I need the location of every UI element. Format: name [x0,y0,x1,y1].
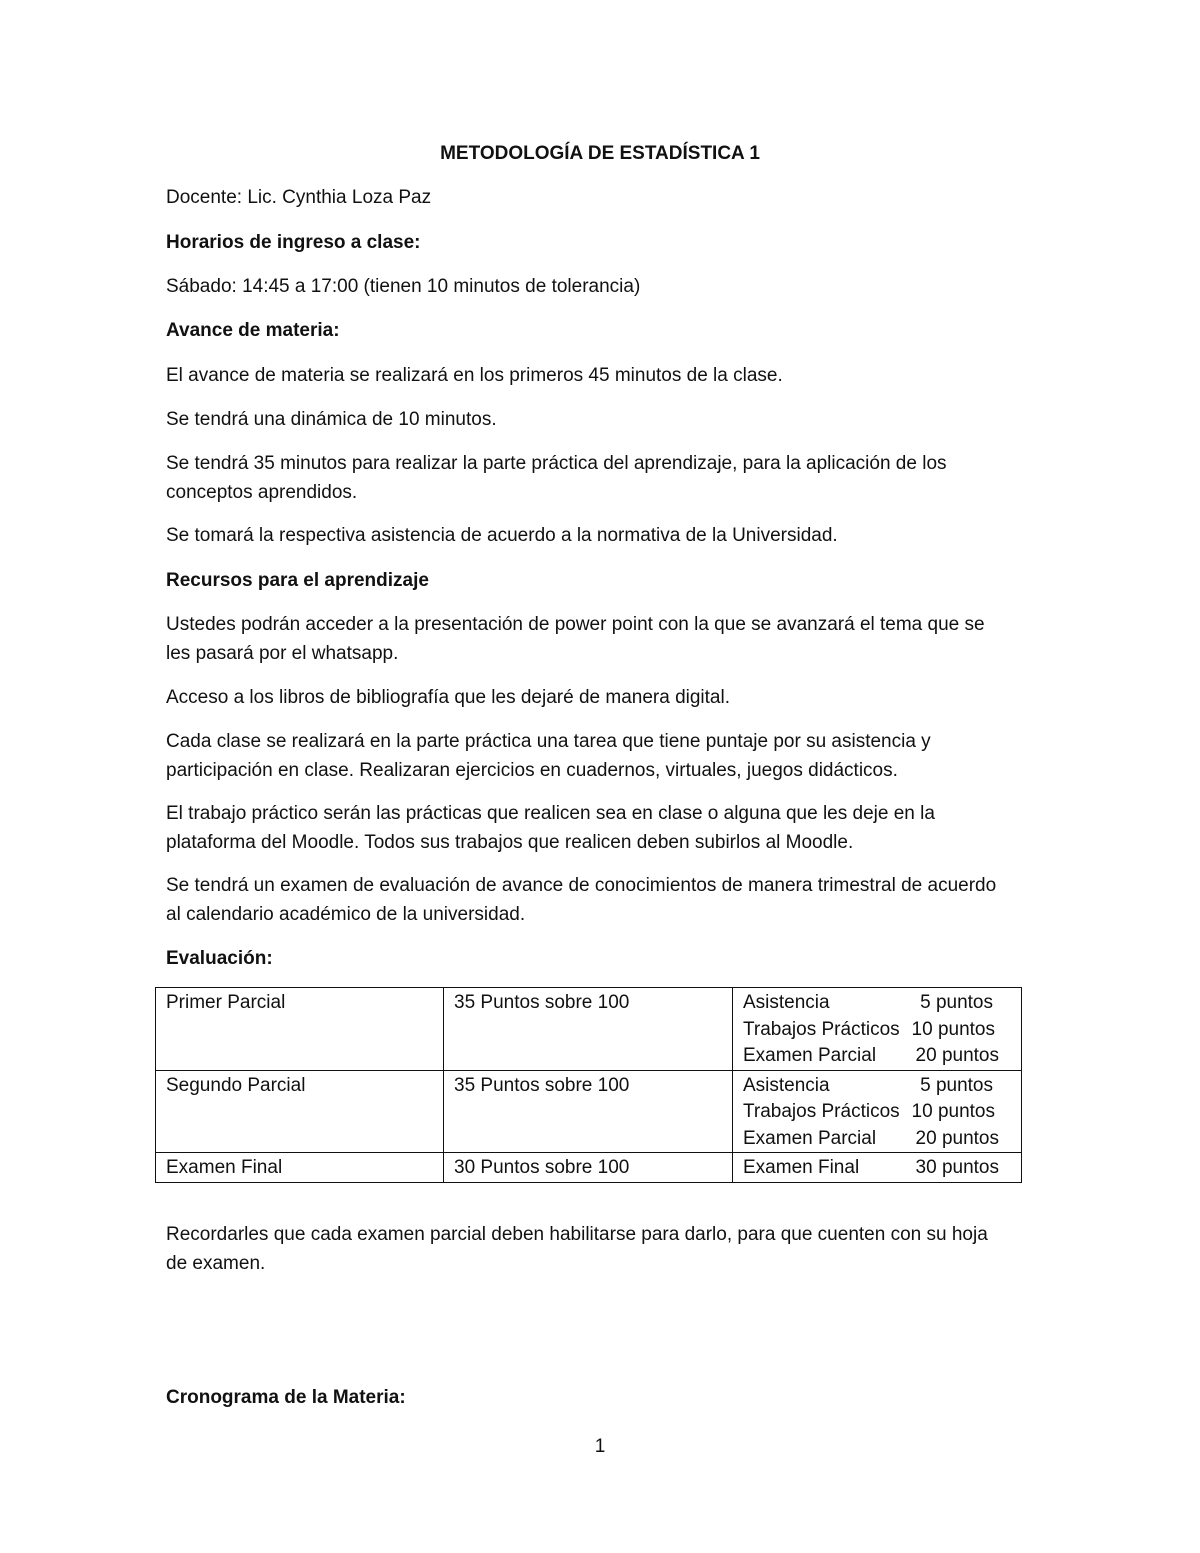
progress-paragraph: Se tomará la respectiva asistencia de acuerdo a la normativa de la Universidad. [166,525,838,546]
breakdown-item [743,1126,999,1153]
schedule-line: Sábado: 14:45 a 17:00 (tienen 10 minutos de tolerancia) [166,276,641,297]
breakdown-label: Examen Parcial [743,1127,877,1149]
progress-paragraph: El avance de materia se realizará en los primeros 45 minutos de la clase. [166,365,783,386]
breakdown-item [743,1043,999,1070]
resources-paragraph: al calendario académico de la universidad. [166,904,526,925]
row-name-cell: Primer Parcial [156,988,444,1071]
document-title: METODOLOGÍA DE ESTADÍSTICA 1 [440,143,760,164]
resources-paragraph: Cada clase se realizará en la parte práctica una tarea que tiene puntaje por su asistencia y [166,731,931,752]
row-breakdown-cell [733,988,1022,1071]
breakdown-label: Examen Final [743,1157,860,1178]
breakdown-points: 30 puntos [915,1157,999,1178]
row-breakdown-cell [733,1153,1022,1183]
breakdown-item [743,1017,999,1044]
resources-paragraph: plataforma del Moodle. Todos sus trabajos que realicen deben subirlos al Moodle. [166,832,854,853]
row-name-cell: Segundo Parcial [156,1070,444,1153]
evaluation-table [155,987,1022,1183]
table-row [156,988,1022,1071]
breakdown-points: 5 puntos [920,992,993,1013]
breakdown-points: 20 puntos [915,1045,999,1066]
progress-paragraph: Se tendrá 35 minutos para realizar la parte práctica del aprendizaje, para la aplicación de los [166,453,947,474]
resources-paragraph: Se tendrá un examen de evaluación de avance de conocimientos de manera trimestral de acuerdo [166,875,997,896]
row-breakdown-cell [733,1070,1022,1153]
progress-paragraph: conceptos aprendidos. [166,482,358,503]
table-row [156,1070,1022,1153]
resources-heading: Recursos para el aprendizaje [166,570,429,591]
breakdown-item [743,990,999,1017]
schedule-heading: Horarios de ingreso a clase: [166,232,421,253]
resources-paragraph: Ustedes podrán acceder a la presentación de power point con la que se avanzará el tema que se [166,614,985,635]
row-name-cell: Examen Final [156,1153,444,1183]
table-row [156,1153,1022,1183]
breakdown-label: Trabajos Prácticos [743,1018,900,1040]
progress-heading: Avance de materia: [166,320,340,341]
reminder-paragraph: Recordarles que cada examen parcial deben habilitarse para darlo, para que cuenten con su hoja [166,1224,988,1245]
reminder-paragraph: de examen. [166,1253,266,1274]
resources-paragraph: Acceso a los libros de bibliografía que les dejaré de manera digital. [166,687,730,708]
schedule-subject-heading: Cronograma de la Materia: [166,1387,406,1408]
breakdown-points: 5 puntos [920,1074,993,1096]
resources-paragraph: les pasará por el whatsapp. [166,643,399,664]
breakdown-points: 20 puntos [915,1127,999,1149]
breakdown-label: Asistencia [743,1074,830,1096]
breakdown-label: Examen Parcial [743,1045,877,1066]
breakdown-label: Asistencia [743,992,830,1013]
page-number: 1 [594,1436,606,1457]
resources-paragraph: participación en clase. Realizaran ejercicios en cuadernos, virtuales, juegos didácticos. [166,760,898,781]
resources-paragraph: El trabajo práctico serán las prácticas que realicen sea en clase o alguna que les deje en la [166,803,935,824]
row-points-cell: 30 Puntos sobre 100 [444,1153,733,1183]
row-points-cell: 35 Puntos sobre 100 [444,988,733,1071]
breakdown-item [743,1073,999,1100]
breakdown-item [743,1099,999,1126]
breakdown-points: 10 puntos [911,1018,995,1040]
breakdown-item [743,1155,999,1182]
teacher-line: Docente: Lic. Cynthia Loza Paz [166,187,432,208]
row-points-cell: 35 Puntos sobre 100 [444,1070,733,1153]
breakdown-label: Trabajos Prácticos [743,1101,900,1122]
evaluation-heading: Evaluación: [166,948,273,969]
breakdown-points: 10 puntos [911,1101,995,1122]
progress-paragraph: Se tendrá una dinámica de 10 minutos. [166,409,497,430]
